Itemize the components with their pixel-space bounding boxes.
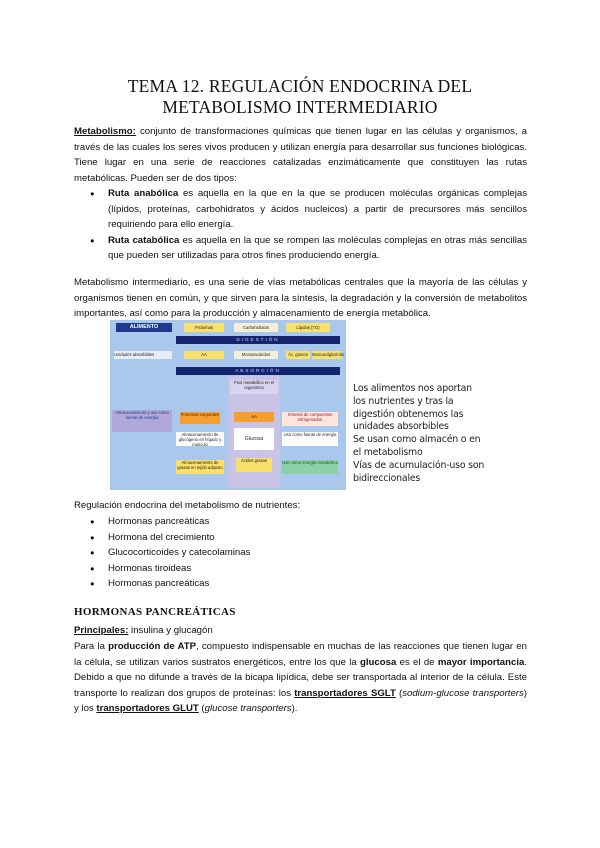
absorcion-bar: ABSORCIÓN	[176, 367, 340, 375]
acidos-box: Ácidos grasos	[236, 458, 272, 472]
list-item	[74, 233, 527, 264]
page-title	[60, 76, 540, 118]
alimento-label: ALIMENTO	[116, 323, 172, 332]
text-run: ).	[291, 703, 298, 714]
principales-line	[74, 623, 527, 639]
list-item: ● Hormonas pancreáticas	[74, 576, 527, 592]
title-line-2: METABOLISMO INTERMEDIARIO	[162, 97, 438, 117]
metabolismo-term: Metabolismo:	[74, 126, 136, 137]
unit-box: AA	[184, 351, 224, 359]
text-run-bold: glucosa	[360, 656, 397, 668]
ciclo-box: Uso como energía metabólica	[282, 460, 338, 474]
side-note-line: Los alimentos nos aportan los nutrientes y tras la digestión obtenemos las unidades absorbibles	[353, 383, 472, 433]
text-run: , compuesto indispensable en muchas de las reacciones que tienen lugar en la célula, se utilizan varios sustratos energéticos, entre los que la	[74, 641, 527, 668]
text-run: (	[395, 687, 403, 699]
almacen-box: Almacenamiento y uso como fuente de energía	[112, 410, 172, 432]
grasas-box: Almacenamiento de grasas en tejido adiposo	[176, 460, 224, 474]
text-run: ) y los	[74, 687, 527, 714]
regulacion-list	[74, 514, 527, 592]
unidades-label: Unidades absorbibles	[114, 351, 172, 359]
food-box: Proteínas	[184, 323, 224, 332]
text-run-bold: mayor importancia	[437, 656, 525, 668]
list-item	[74, 186, 527, 233]
section-heading: HORMONAS PANCREÁTICAS	[74, 606, 236, 618]
text-run-bold: producción de ATP	[108, 641, 196, 652]
energia-box: Uso como fuente de energía	[282, 432, 338, 446]
text-run: es el de	[396, 656, 438, 668]
list-item: ● Hormonas pancreáticas	[74, 514, 527, 530]
unit-box: Ác. grasos	[286, 351, 310, 359]
list-item: ● Glucocorticoides y catecolaminas	[74, 545, 527, 561]
unit-box: Monosacáridos	[234, 351, 278, 359]
list-item: ● Hormonas tiroideas	[74, 561, 527, 577]
route-catabolica-text: es aquella en la que se rompen las moléculas complejas en otras más sencillas que pueden ser utilizadas para otros fines produciendo energía.	[108, 234, 527, 261]
text-run: Para la	[74, 641, 109, 652]
metabolismo-paragraph	[74, 124, 527, 186]
glucogeno-box: Almacenamiento de glucógeno en hígado y músculo	[176, 432, 224, 446]
principales-text: insulina y glucagón	[128, 625, 213, 636]
side-note-line: Vías de acumulación-uso son bidireccionales	[353, 459, 485, 484]
metabolismo-definition: conjunto de transformaciones químicas que tienen lugar en las células y organismos, a través de las cuales los seres vivos producen y utilizan energía para desarrollar sus funciones biológicas. Tiene lugar en una serie de reacciones catalizadas enzimáticamente que constituyen las rutas metabólicas. Pueden ser de dos tipos:	[74, 126, 527, 184]
intermediario-paragraph: Metabolismo intermediario, es una serie de vías metabólicas centrales que la mayoría de las células y organismos tienen en común, y que sirven para la síntesis, la degradación y la conversión de metabolitos importantes, así como para la producción y almacenamiento de energía metabólica.	[74, 277, 527, 319]
route-anabolica-text: es aquella en la que en la que se producen moléculas orgánicas complejas (lípidos, proteínas, carbohidratos y ácidos nucleicos) a partir de precursores más sencillos requiriendo para ello energía.	[108, 188, 527, 230]
text-run-underlined: transportadores SGLT	[294, 687, 396, 699]
principales-label: Principales:	[74, 625, 129, 636]
title-line-1: TEMA 12. REGULACIÓN ENDOCRINA DEL	[127, 76, 473, 96]
route-anabolica-name: Ruta anabólica	[108, 188, 179, 199]
text-run: (	[198, 703, 205, 714]
routes-list	[74, 186, 527, 264]
metabolism-diagram	[110, 320, 346, 490]
route-catabolica-name: Ruta catabólica	[108, 234, 180, 246]
text-run: . Debido a que no difunde a través de la bicapa lipídica, debe ser transportada al interior de la célula. Este transporte lo realizan dos grupos de proteínas: los	[74, 656, 527, 699]
unit-box: Monoacilglicérido	[312, 352, 345, 357]
text-run-italic: glucose transporters	[204, 703, 292, 714]
digestion-bar: DIGESTIÓN	[176, 336, 340, 344]
side-note-line: Se usan como almacén o en el metabolismo	[353, 434, 481, 458]
diagram-side-note	[353, 383, 486, 485]
food-box: Lípidos (TG)	[286, 323, 330, 332]
regulacion-heading: Regulación endocrina del metabolismo de nutrientes:	[74, 500, 301, 511]
glucosa-box: Glucosa	[234, 428, 274, 450]
aa-box: AA	[234, 412, 274, 422]
sintesis-box: Síntesis de compuestos nitrogenados	[282, 412, 338, 426]
proteinas-box: Proteínas corporales	[180, 412, 220, 424]
text-run-underlined: transportadores GLUT	[96, 703, 199, 714]
text-run-italic: sodium-glucose transporters	[402, 687, 524, 699]
atp-paragraph	[74, 639, 527, 717]
pool-box: Pool metabólico en el organismo	[230, 380, 278, 394]
food-box: Carbohidratos	[234, 323, 278, 332]
list-item: ● Hormona del crecimiento	[74, 530, 527, 546]
